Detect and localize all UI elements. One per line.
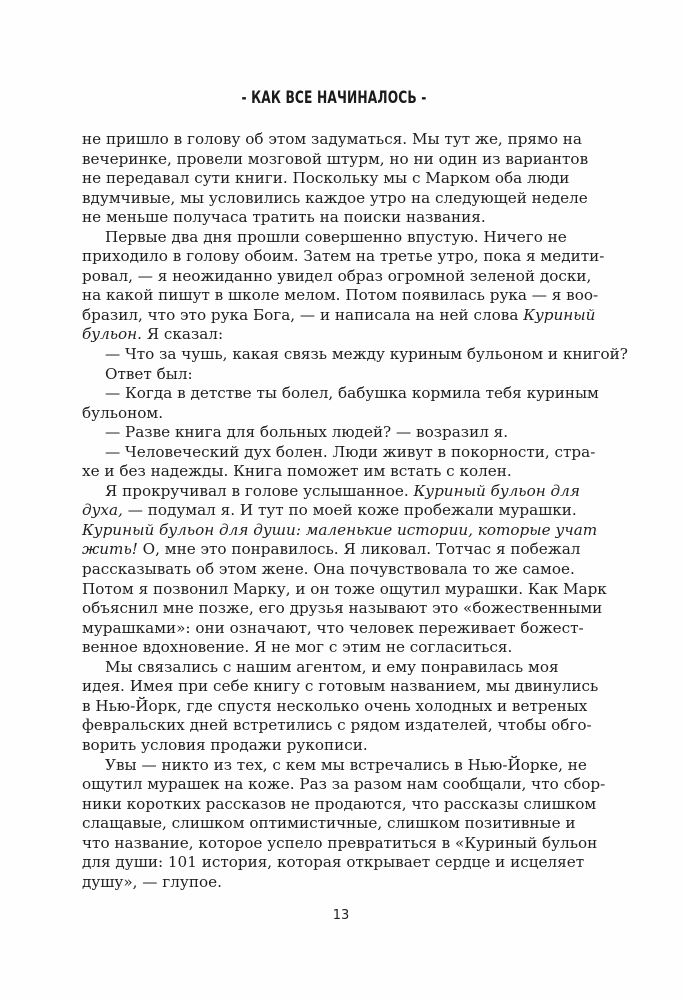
text-line: рассказывать об этом жене. Она почувствовала то же самое.	[82, 560, 575, 579]
text-line: не передавал сути книги. Поскольку мы с Марком оба люди	[82, 169, 570, 188]
text-line	[82, 520, 598, 541]
text-line: Увы — никто из тех, с кем мы встречались в Нью-Йорке, не	[105, 755, 587, 774]
paragraph-4	[82, 365, 553, 385]
text-line: не пришло в голову об этом задуматься. Мы тут же, прямо на	[82, 130, 582, 148]
text-line: идея. Имея при себе книгу с готовым названием, мы двинулись	[82, 677, 599, 696]
text-line: что название, которое успело превратиться в «Куриный бульон	[82, 833, 598, 852]
text-line: в Нью-Йорк, где спустя несколько очень холодных и ветреных	[82, 696, 588, 715]
text-line	[82, 305, 596, 326]
text-line: слащавые, слишком оптимистичные, слишком позитивные и	[82, 814, 576, 833]
text-line: — Разве книга для больных людей? — возразил я.	[105, 423, 509, 442]
text-line: вдумчивые, мы условились каждое утро на следующей неделе	[82, 188, 588, 207]
text-line: Потом я позвонил Марку, и он тоже ощутил мурашки. Как Марк	[82, 579, 607, 598]
text-line: объяснил мне позже, его друзья называют это «божественными	[82, 599, 603, 618]
text-line	[82, 501, 577, 521]
paragraph-5	[82, 384, 599, 423]
italic-title-run: бульон.	[82, 325, 142, 344]
paragraph-7	[82, 442, 596, 482]
text-run: Я сказал:	[146, 325, 224, 344]
text-line: ники коротких рассказов не продаются, что рассказы слишком	[82, 794, 597, 813]
text-line: — Когда в детстве ты болел, бабушка кормила тебя куриным	[105, 384, 599, 403]
text-run: — подумал я. И тут по моей коже пробежали мурашки.	[127, 501, 577, 520]
paragraph-8	[82, 481, 607, 658]
text-line: вечеринке, провели мозговой штурм, но ни один из вариантов	[82, 149, 589, 168]
text-line: февральских дней встретились с рядом издателей, чтобы обго-	[82, 716, 592, 735]
page-number: 13	[332, 908, 350, 923]
text-line	[82, 540, 581, 560]
paragraph-1	[82, 130, 589, 228]
text-line: хе и без надежды. Книга поможет им встать с колен.	[82, 462, 512, 481]
text-line: Первые два дня прошли совершенно впустую. Ничего не	[105, 227, 567, 246]
text-line: ворить условия продажи рукописи.	[82, 735, 368, 754]
text-run: О, мне это понравилось. Я ликовал. Тотчас я побежал	[142, 540, 581, 559]
text-line: приходило в голову обоим. Затем на третье утро, пока я медити-	[82, 247, 605, 266]
text-line: для души: 101 история, которая открывает сердце и исцеляет	[82, 853, 585, 872]
text-line: мурашками»: они означают, что человек переживает божест-	[82, 618, 584, 637]
text-run: Я прокручивал в голове услышанное.	[105, 481, 409, 500]
text-line: не меньше получаса тратить на поиски названия.	[82, 208, 486, 227]
text-line: — Что за чушь, какая связь между куриным бульоном и книгой?	[105, 345, 628, 364]
text-line: — Человеческий дух болен. Люди живут в покорности, стра-	[105, 442, 596, 461]
text-line: на какой пишут в школе мелом. Потом появилась рука — я воо-	[82, 286, 599, 305]
paragraph-9	[82, 657, 599, 756]
body-text	[82, 130, 628, 892]
italic-title-run: Куриный бульон для	[413, 481, 580, 500]
text-line	[82, 481, 580, 502]
italic-title-run: Куриный бульон для души: маленькие истории, которые учат	[82, 520, 598, 539]
text-line: ровал, — я неожиданно увидел образ огромной зеленой доски,	[82, 266, 592, 285]
text-line: Ответ был:	[105, 364, 193, 383]
text-line: ощутил мурашек на коже. Раз за разом нам сообщали, что сбор-	[82, 775, 606, 794]
italic-title-run: духа,	[82, 501, 123, 520]
text-run: бразил, что это рука Бога, — и написала на ней слова	[82, 305, 519, 324]
running-header: - КАК ВСЕ НАЧИНАЛОСЬ -	[241, 88, 427, 108]
italic-title-run: Куриный	[523, 305, 596, 324]
text-line: душу», — глупое.	[82, 872, 222, 891]
text-line: Мы связались с нашим агентом, и ему понравилась моя	[105, 657, 559, 676]
text-line	[82, 325, 553, 345]
text-line: бульоном.	[82, 403, 164, 422]
paragraph-2	[82, 227, 605, 345]
paragraph-10	[82, 755, 606, 893]
italic-title-run: жить!	[82, 540, 138, 559]
paragraph-6	[82, 423, 553, 443]
paragraph-3	[82, 345, 628, 365]
text-line: венное вдохновение. Я не мог с этим не согласиться.	[82, 638, 513, 657]
